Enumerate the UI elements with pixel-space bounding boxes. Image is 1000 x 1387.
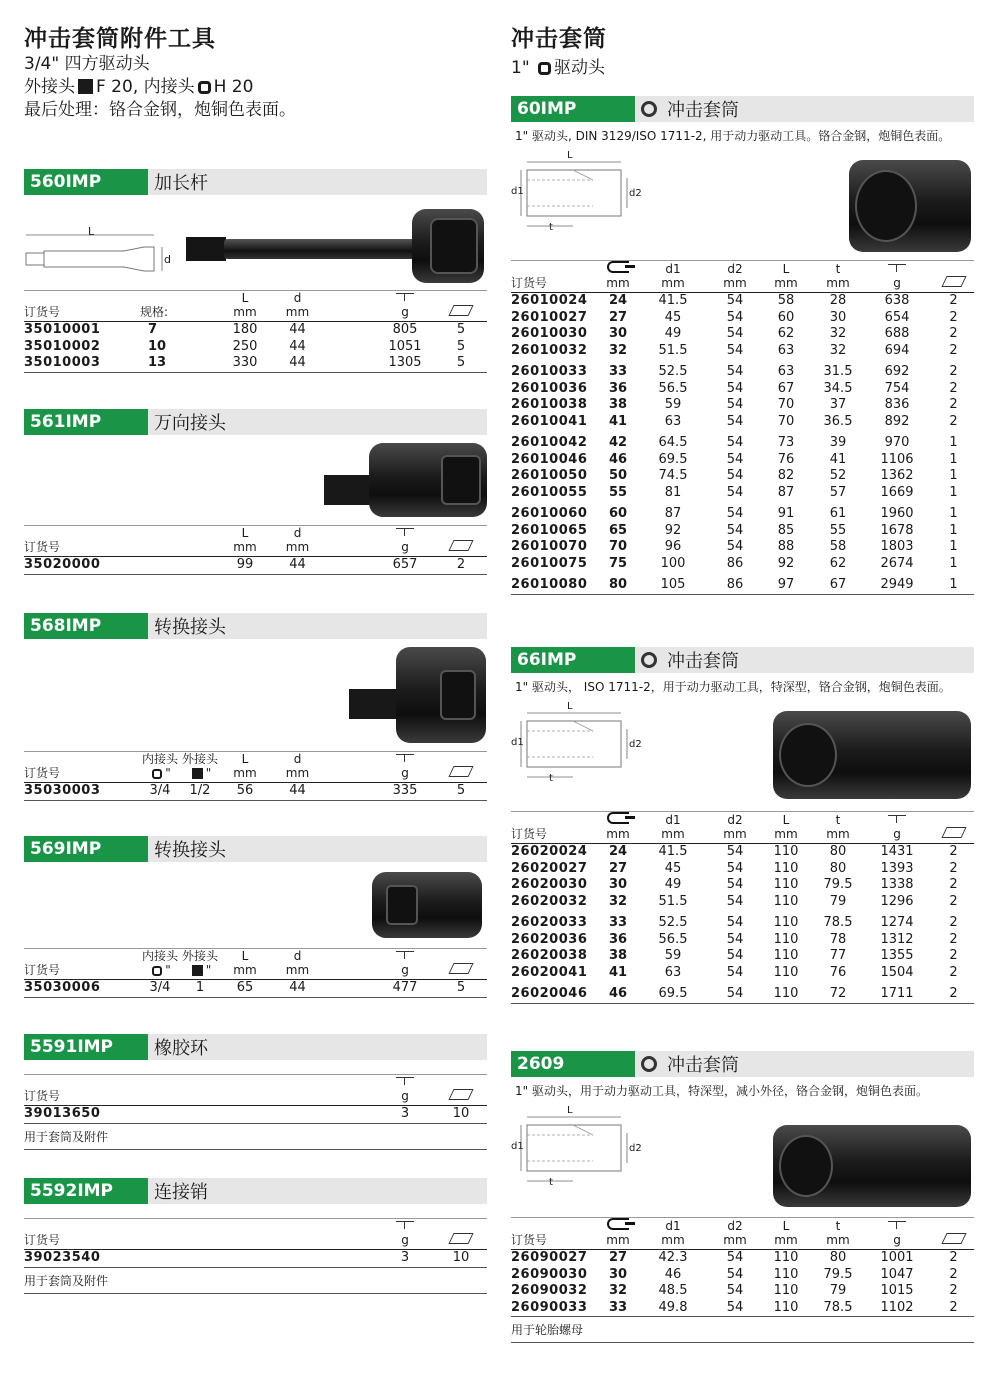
socket-dimension-drawing xyxy=(513,156,643,236)
col-l: L mm xyxy=(233,291,257,319)
section-561imp xyxy=(24,409,487,575)
drive-text: 3/4" 四方驱动头 xyxy=(24,54,150,74)
adapter-photo xyxy=(396,647,486,743)
table-row: 39013650 3 10 xyxy=(24,1106,470,1121)
section-name: 转换接头 xyxy=(154,617,226,638)
col-d2: d2 mm xyxy=(723,1219,747,1247)
col-pack xyxy=(933,261,974,293)
table-row: 26010038 38 59 54 70 37 836 2 xyxy=(511,397,958,412)
wrench-size-icon xyxy=(607,1218,629,1230)
table-568imp: 订货号 内接头 " 外接头 " L mm d mm g 35030003 3/4 1/2 56 44 335 5 xyxy=(24,751,487,801)
right-drive-line: 1" 驱动头 xyxy=(511,58,606,78)
col-t: t mm xyxy=(826,1219,850,1247)
section-code: 569IMP xyxy=(24,836,148,862)
inner-label: F 20, 内接头 xyxy=(96,77,195,97)
col-inner: 内接头 " xyxy=(141,752,178,780)
col-d1: d1 mm xyxy=(661,813,685,841)
section-note: 用于套筒及附件 xyxy=(24,1268,487,1294)
socket-photo xyxy=(773,711,971,799)
col-l: L mm xyxy=(774,1219,798,1247)
col-pack xyxy=(933,1218,974,1250)
table-row: 35030003 3/4 1/2 56 44 335 5 xyxy=(24,783,466,798)
dimension-drawing xyxy=(24,213,184,283)
table-row: 26020038 38 59 54 110 77 1355 2 xyxy=(511,948,958,963)
adapter-photo xyxy=(372,872,482,938)
table-row: 26010060 60 87 54 91 61 1960 1 xyxy=(511,506,958,521)
section-code: 568IMP xyxy=(24,613,148,639)
col-pack xyxy=(435,291,487,322)
scale-icon xyxy=(394,1076,416,1086)
section-bar xyxy=(511,647,974,673)
section-note: 用于轮胎螺母 xyxy=(511,1317,974,1343)
figure-adapter-568 xyxy=(24,639,487,751)
col-d1: d1 mm xyxy=(661,1219,685,1247)
table-560imp xyxy=(24,290,487,373)
outer-label: 外接头 xyxy=(24,77,75,97)
figure-universal-joint xyxy=(24,435,487,525)
square-drive-icon xyxy=(78,79,93,94)
dim-d2-label: d2 xyxy=(629,188,642,199)
pack-icon xyxy=(448,1233,473,1244)
pack-icon xyxy=(941,827,966,838)
section-568imp xyxy=(24,613,487,801)
table-569imp: 订货号 内接头 " 外接头 " L mm d mm g 35030006 3/4 1 65 44 477 5 xyxy=(24,948,487,998)
left-column xyxy=(24,0,487,122)
section-60imp xyxy=(511,96,974,595)
extension-head-photo xyxy=(412,209,484,283)
section-66imp xyxy=(511,647,974,1004)
col-order: 订货号 xyxy=(24,540,61,554)
scale-icon xyxy=(886,263,908,273)
section-5592imp xyxy=(24,1178,487,1294)
scale-icon xyxy=(886,1220,908,1230)
dim-l-label: L xyxy=(567,150,573,161)
col-order: 订货号 xyxy=(24,766,61,780)
table-row: 35020000 99 44 657 2 xyxy=(24,557,466,572)
col-spec: 规格: xyxy=(140,305,169,319)
table-row: 26020033 33 52.5 54 110 78.5 1274 2 xyxy=(511,915,958,930)
dim-t-label: t xyxy=(549,222,553,233)
square-socket-icon xyxy=(152,966,162,976)
dim-d2-label: d2 xyxy=(629,1143,642,1154)
section-bar xyxy=(511,96,974,122)
col-size: mm xyxy=(603,261,633,293)
table-row: 26020046 46 69.5 54 110 72 1711 2 xyxy=(511,986,958,1001)
pack-icon xyxy=(448,766,473,777)
square-socket-icon xyxy=(538,62,551,75)
right-column xyxy=(511,0,974,80)
col-g: g xyxy=(861,1218,933,1250)
square-socket-icon xyxy=(152,769,162,779)
table-row: 35010003 13 330 44 1305 5 xyxy=(24,355,466,370)
left-drive-line xyxy=(24,53,487,76)
dim-l-label: L xyxy=(88,225,95,238)
h20-label: H 20 xyxy=(213,77,254,97)
section-code: 560IMP xyxy=(24,169,148,195)
section-name: 加长杆 xyxy=(154,173,208,194)
table-row: 26010042 42 64.5 54 73 39 970 1 xyxy=(511,435,958,450)
table-row: 26010046 46 69.5 54 76 41 1106 1 xyxy=(511,451,958,467)
col-size: mm xyxy=(603,1218,633,1250)
table-2609 xyxy=(511,1217,974,1317)
wrench-size-icon xyxy=(607,261,629,273)
dim-t-label: t xyxy=(549,1177,553,1188)
table-row: 26010024 24 41.5 54 58 28 638 2 xyxy=(511,293,958,308)
col-d2: d2 mm xyxy=(723,813,747,841)
table-row: 26010030 30 49 54 62 32 688 2 xyxy=(511,326,958,341)
col-g: g xyxy=(375,291,435,322)
joint-stem xyxy=(324,475,374,505)
extension-shaft-end xyxy=(186,237,226,261)
table-row: 26020024 24 41.5 54 110 80 1431 2 xyxy=(511,844,958,859)
table-row: 26090033 33 49.8 54 110 78.5 1102 2 xyxy=(511,1299,958,1315)
square-drive-icon xyxy=(192,965,203,976)
right-title: 冲击套筒 xyxy=(511,26,607,52)
section-description: 1" 驱动头，用于动力驱动工具，特深型，减小外径，铬合金钢，炮铜色表面。 xyxy=(515,1084,928,1098)
section-name: 橡胶环 xyxy=(154,1038,208,1059)
section-bar xyxy=(24,1178,487,1204)
section-560imp xyxy=(24,169,487,373)
socket-dimension-drawing xyxy=(513,707,643,787)
left-title: 冲击套筒附件工具 xyxy=(24,26,216,52)
col-order: 订货号 xyxy=(24,1233,61,1247)
scale-icon xyxy=(394,527,416,537)
section-bar xyxy=(24,836,487,862)
socket-ring-icon xyxy=(641,652,657,668)
section-code: 5592IMP xyxy=(24,1178,148,1204)
figure-adapter-569 xyxy=(24,862,487,948)
col-d1: d1 mm xyxy=(661,262,685,290)
scale-icon xyxy=(886,814,908,824)
pack-icon xyxy=(448,1089,473,1100)
scale-icon xyxy=(394,292,416,302)
section-note: 用于套筒及附件 xyxy=(24,1124,487,1150)
square-drive-icon xyxy=(192,768,203,779)
table-row: 39023540 3 10 xyxy=(24,1250,470,1265)
table-row: 26020041 41 63 54 110 76 1504 2 xyxy=(511,964,958,980)
col-size: mm xyxy=(603,812,633,844)
socket-ring-icon xyxy=(641,101,657,117)
col-order: 订货号 xyxy=(24,1089,61,1103)
section-bar xyxy=(24,613,487,639)
table-row: 26010080 80 105 86 97 67 2949 1 xyxy=(511,577,958,592)
socket-photo xyxy=(849,160,971,252)
section-name: 冲击套筒 xyxy=(635,1051,739,1077)
col-l: L mm xyxy=(774,813,798,841)
section-code: 561IMP xyxy=(24,409,148,435)
table-row: 26010065 65 92 54 85 55 1678 1 xyxy=(511,522,958,538)
wrench-size-icon xyxy=(607,812,629,824)
section-bar xyxy=(24,1034,487,1060)
col-order: 订货号 xyxy=(511,1233,548,1247)
section-code: 60IMP xyxy=(511,96,635,122)
dim-d-label: d xyxy=(164,253,171,266)
section-name: 万向接头 xyxy=(154,413,226,434)
pack-icon xyxy=(941,276,966,287)
col-pack xyxy=(933,812,974,844)
table-row: 26010027 27 45 54 60 30 654 2 xyxy=(511,309,958,325)
figure-socket xyxy=(511,701,974,811)
dim-d1-label: d1 xyxy=(511,1141,524,1152)
table-row: 35010002 10 250 44 1051 5 xyxy=(24,338,466,354)
section-code: 66IMP xyxy=(511,647,635,673)
col-g: g xyxy=(861,261,933,293)
table-row: 26090030 30 46 54 110 79.5 1047 2 xyxy=(511,1266,958,1282)
table-row: 26020027 27 45 54 110 80 1393 2 xyxy=(511,860,958,876)
pack-icon xyxy=(448,305,473,316)
section-name: 连接销 xyxy=(154,1182,208,1203)
table-row: 35010001 7 180 44 805 5 xyxy=(24,322,466,337)
dim-d2-label: d2 xyxy=(629,739,642,750)
table-row: 26010033 33 52.5 54 63 31.5 692 2 xyxy=(511,364,958,379)
section-code: 2609 xyxy=(511,1051,635,1077)
table-5592imp: 订货号 g 39023540 3 10 xyxy=(24,1218,487,1268)
dim-t-label: t xyxy=(549,773,553,784)
extension-shaft xyxy=(224,239,424,259)
col-order: 订货号 xyxy=(24,963,61,977)
table-row: 26020036 36 56.5 54 110 78 1312 2 xyxy=(511,931,958,947)
scale-icon xyxy=(394,1220,416,1230)
pack-icon xyxy=(448,963,473,974)
section-5591imp xyxy=(24,1034,487,1150)
figure-socket xyxy=(511,150,974,260)
left-ends-line xyxy=(24,76,487,99)
section-bar xyxy=(24,409,487,435)
section-569imp xyxy=(24,836,487,998)
pack-icon xyxy=(448,540,473,551)
dim-l-label: L xyxy=(567,1105,573,1116)
col-outer: 外接头 " xyxy=(181,752,218,780)
table-row: 26010070 70 96 54 88 58 1803 1 xyxy=(511,539,958,554)
table-row: 26020030 30 49 54 110 79.5 1338 2 xyxy=(511,877,958,892)
table-row: 26010075 75 100 86 92 62 2674 1 xyxy=(511,555,958,571)
socket-dimension-drawing xyxy=(513,1111,643,1191)
socket-photo xyxy=(773,1125,971,1207)
table-row: 26020032 32 51.5 54 110 79 1296 2 xyxy=(511,893,958,909)
table-5591imp: 订货号 g 39013650 3 10 xyxy=(24,1074,487,1124)
joint-photo xyxy=(369,443,487,517)
scale-icon xyxy=(394,950,416,960)
table-row: 35030006 3/4 1 65 44 477 5 xyxy=(24,980,466,995)
square-socket-icon xyxy=(198,81,211,94)
pack-icon xyxy=(941,1233,966,1244)
section-description: 1" 驱动头, DIN 3129/ISO 1711-2, 用于动力驱动工具。铬合金钢，炮铜色表面。 xyxy=(515,129,951,143)
col-d: d mm xyxy=(285,291,310,319)
table-row: 26010050 50 74.5 54 82 52 1362 1 xyxy=(511,468,958,483)
section-bar xyxy=(511,1051,974,1077)
table-row: 26010036 36 56.5 54 67 34.5 754 2 xyxy=(511,380,958,396)
table-561imp: 订货号 L mm d mm g 35020000 99 44 657 2 xyxy=(24,525,487,575)
section-name: 冲击套筒 xyxy=(635,647,739,673)
socket-ring-icon xyxy=(641,1056,657,1072)
col-g: g xyxy=(861,812,933,844)
figure-extension-bar xyxy=(24,195,487,290)
section-2609 xyxy=(511,1051,974,1343)
section-name: 转换接头 xyxy=(154,840,226,861)
left-finish: 最后处理：铬合金钢，炮铜色表面。 xyxy=(24,100,296,120)
table-60imp xyxy=(511,260,974,595)
col-order: 订货号 xyxy=(24,305,61,319)
section-description: 1" 驱动头， ISO 1711-2，用于动力驱动工具，特深型，铬合金钢，炮铜色表面。 xyxy=(515,680,951,694)
col-t: t mm xyxy=(826,813,850,841)
section-name: 冲击套筒 xyxy=(635,96,739,122)
dim-d1-label: d1 xyxy=(511,186,524,197)
table-row: 26090027 27 42.3 54 110 80 1001 2 xyxy=(511,1250,958,1265)
table-row: 26010055 55 81 54 87 57 1669 1 xyxy=(511,484,958,500)
table-66imp xyxy=(511,811,974,1004)
adapter-stem xyxy=(349,689,399,719)
col-order: 订货号 xyxy=(511,276,548,290)
table-row: 26010041 41 63 54 70 36.5 892 2 xyxy=(511,413,958,429)
dim-l-label: L xyxy=(567,701,573,712)
table-row: 26090032 32 48.5 54 110 79 1015 2 xyxy=(511,1283,958,1298)
section-code: 5591IMP xyxy=(24,1034,148,1060)
col-d2: d2 mm xyxy=(723,262,747,290)
col-l: L mm xyxy=(774,262,798,290)
scale-icon xyxy=(394,753,416,763)
figure-socket xyxy=(511,1105,974,1217)
col-order: 订货号 xyxy=(511,827,548,841)
dim-d1-label: d1 xyxy=(511,737,524,748)
table-row: 26010032 32 51.5 54 63 32 694 2 xyxy=(511,342,958,358)
col-t: t mm xyxy=(826,262,850,290)
section-bar xyxy=(24,169,487,195)
